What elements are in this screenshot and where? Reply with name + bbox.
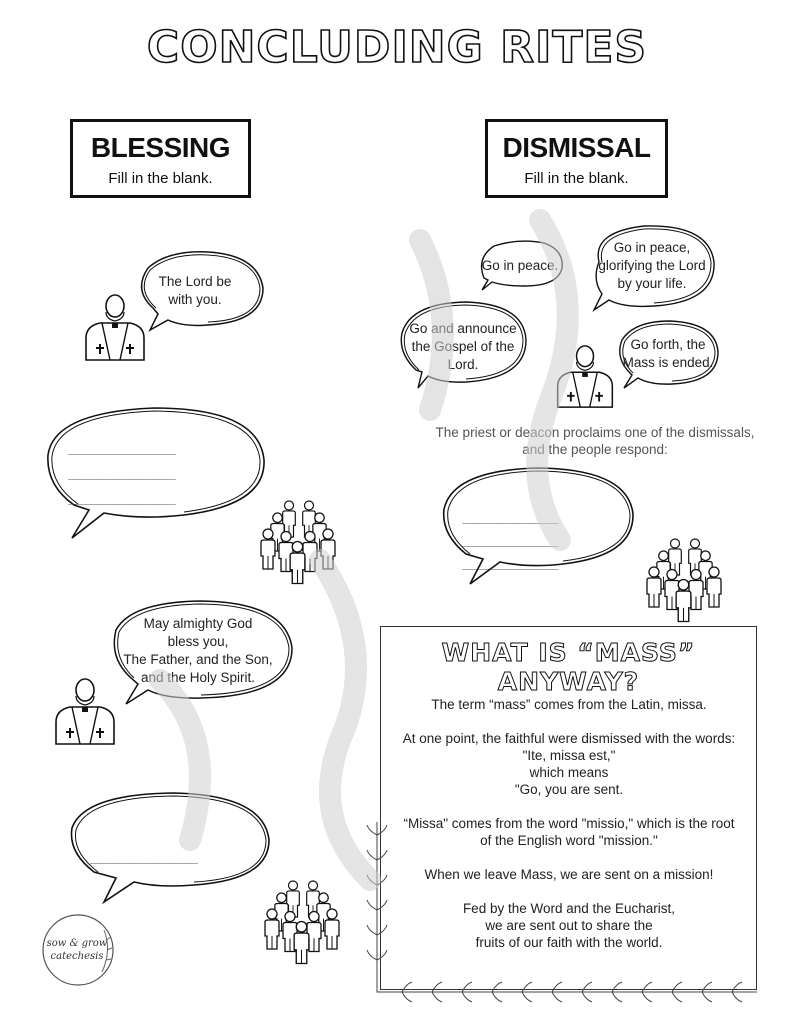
bubble-line: glorifying the Lord <box>598 258 706 273</box>
dismissal-heading: DISMISSAL <box>502 132 651 163</box>
dismissal-respond-text <box>410 424 780 458</box>
bubble-line: and the Holy Spirit. <box>140 670 256 685</box>
bubble-line: The Lord be <box>158 274 232 289</box>
dismissal-option-announce <box>404 320 522 374</box>
vine-border-icon <box>362 820 762 1000</box>
bubble-line: Lord. <box>447 357 479 372</box>
dismissal-option-glorifying <box>594 239 710 293</box>
response-bubble-outline <box>64 790 274 905</box>
people-group-icon <box>644 538 724 624</box>
logo-line: sow & grow <box>46 938 108 949</box>
text-line: of the English word "mission." <box>480 833 658 848</box>
text-line: When we leave Mass, we are sent on a mission! <box>424 867 714 882</box>
text-line: The term “mass” comes from the Latin, missa. <box>431 697 707 712</box>
bubble-line: with you. <box>168 292 222 307</box>
logo <box>46 937 108 963</box>
dismissal-response-blanks[interactable] <box>462 506 558 575</box>
dismissal-instruction: Fill in the blank. <box>524 170 629 187</box>
bubble-line: by your life. <box>617 276 687 291</box>
mass-heading: WHAT IS “MASS” ANYWAY? <box>441 638 696 696</box>
mass-paragraph <box>384 696 754 713</box>
text-line: At one point, the faithful were dismissed with the words: <box>402 731 736 746</box>
blessing-response-blanks[interactable] <box>68 436 175 511</box>
text-line: “Missa" comes from the word "missio," which is the root <box>403 816 735 831</box>
blank-line[interactable]: ___________________ <box>68 467 175 480</box>
bubble-line: bless you, <box>167 634 229 649</box>
dismissal-header-box <box>485 119 668 198</box>
blessing-bubble-1 <box>150 273 240 309</box>
blank-line[interactable]: ___________________ <box>68 492 175 505</box>
blessing-response-blank-2[interactable]: ___________________ <box>90 851 197 864</box>
bubble-line: the Gospel of the <box>411 339 515 354</box>
text-line: we are sent out to share the <box>485 918 653 933</box>
people-group-icon <box>258 500 340 588</box>
bubble-line: Go and announce <box>409 321 517 336</box>
people-group-icon <box>262 880 342 966</box>
logo-line: catechesis <box>50 951 104 962</box>
priest-icon <box>50 676 120 746</box>
dismissal-option-go-forth <box>622 336 714 372</box>
blank-line[interactable]: _________________ <box>462 534 558 547</box>
blank-line[interactable]: _________________ <box>462 511 558 524</box>
bubble-line: May almighty God <box>143 616 253 631</box>
blank-line[interactable]: _________________ <box>462 557 558 570</box>
blessing-bubble-2 <box>118 615 278 687</box>
bubble-line: Go forth, the <box>630 337 706 352</box>
bubble-line: Go in peace, <box>613 240 691 255</box>
blessing-heading: BLESSING <box>90 132 231 163</box>
text-line: "Ite, missa est," <box>522 748 616 763</box>
blessing-instruction: Fill in the blank. <box>108 170 213 187</box>
text-line: which means <box>529 765 609 780</box>
dismissal-option-go-in-peace: Go in peace. <box>481 258 559 273</box>
bubble-line: The Father, and the Son, <box>123 652 273 667</box>
bubble-line: Mass is ended. <box>622 355 714 370</box>
page-title: CONCLUDING RITES <box>146 22 648 73</box>
blank-line[interactable]: ___________________ <box>68 442 175 455</box>
text-line: "Go, you are sent. <box>514 782 624 797</box>
text-line: fruits of our faith with the world. <box>475 935 663 950</box>
text-line: Fed by the Word and the Eucharist, <box>462 901 676 916</box>
priest-icon <box>552 342 618 410</box>
text-line: and the people respond: <box>522 442 668 457</box>
text-line: The priest or deacon proclaims one of the dismissals, <box>435 425 755 440</box>
mass-paragraph <box>384 730 754 798</box>
blessing-header-box <box>70 119 251 198</box>
